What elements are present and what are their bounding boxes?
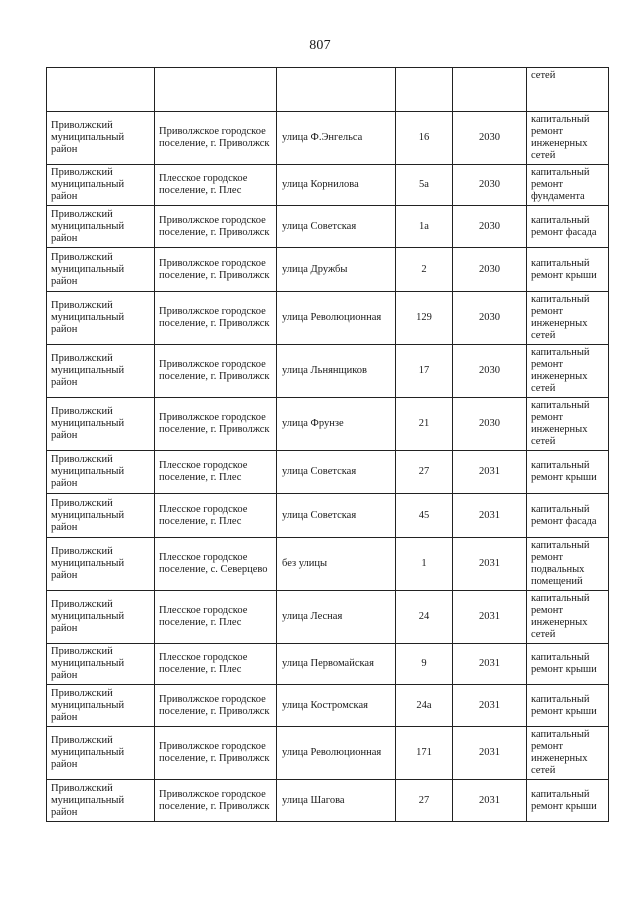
cell-year: 2031 [453, 685, 527, 727]
cell-district: Приволжский муниципальный район [47, 727, 155, 780]
cell-house-number: 24а [396, 685, 453, 727]
cell-settlement: Приволжское городское поселение, г. Приволжск [155, 685, 277, 727]
cell-house-number: 2 [396, 248, 453, 292]
cell-district: Приволжский муниципальный район [47, 685, 155, 727]
cell-settlement: Приволжское городское поселение, г. Приволжск [155, 780, 277, 822]
cell-year: 2030 [453, 165, 527, 206]
cell-street: улица Первомайская [277, 644, 396, 685]
table-row [47, 727, 609, 780]
cell-district: Приволжский муниципальный район [47, 398, 155, 451]
table-row [47, 685, 609, 727]
cell-house-number: 17 [396, 345, 453, 398]
cell-street: улица Революционная [277, 292, 396, 345]
cell-year [453, 68, 527, 112]
cell-house-number [396, 68, 453, 112]
cell-settlement: Приволжское городское поселение, г. Приволжск [155, 112, 277, 165]
cell-district [47, 68, 155, 112]
cell-district: Приволжский муниципальный район [47, 345, 155, 398]
table-row [47, 591, 609, 644]
table-row [47, 494, 609, 538]
cell-district: Приволжский муниципальный район [47, 591, 155, 644]
cell-street: улица Дружбы [277, 248, 396, 292]
table-row [47, 644, 609, 685]
cell-year: 2031 [453, 780, 527, 822]
cell-settlement: Приволжское городское поселение, г. Приволжск [155, 345, 277, 398]
cell-settlement: Приволжское городское поселение, г. Приволжск [155, 248, 277, 292]
cell-house-number: 171 [396, 727, 453, 780]
cell-year: 2030 [453, 398, 527, 451]
cell-street [277, 68, 396, 112]
cell-district: Приволжский муниципальный район [47, 451, 155, 494]
cell-house-number: 1 [396, 538, 453, 591]
cell-year: 2031 [453, 644, 527, 685]
table-row [47, 538, 609, 591]
table-row [47, 451, 609, 494]
cell-year: 2030 [453, 206, 527, 248]
cell-work-type: капитальный ремонт крыши [527, 644, 609, 685]
cell-street: улица Советская [277, 206, 396, 248]
cell-house-number: 1а [396, 206, 453, 248]
cell-district: Приволжский муниципальный район [47, 165, 155, 206]
table-row [47, 165, 609, 206]
cell-district: Приволжский муниципальный район [47, 292, 155, 345]
table-body [47, 68, 609, 822]
cell-district: Приволжский муниципальный район [47, 494, 155, 538]
table-row [47, 248, 609, 292]
cell-work-type: капитальный ремонт крыши [527, 685, 609, 727]
page-number: 807 [309, 38, 331, 53]
cell-street: без улицы [277, 538, 396, 591]
cell-district: Приволжский муниципальный район [47, 206, 155, 248]
cell-year: 2030 [453, 248, 527, 292]
cell-district: Приволжский муниципальный район [47, 644, 155, 685]
cell-street: улица Советская [277, 451, 396, 494]
cell-settlement: Плесское городское поселение, г. Плес [155, 165, 277, 206]
cell-settlement: Плесское городское поселение, г. Плес [155, 451, 277, 494]
table-row [47, 206, 609, 248]
cell-settlement [155, 68, 277, 112]
table-row [47, 292, 609, 345]
cell-district: Приволжский муниципальный район [47, 780, 155, 822]
cell-settlement: Плесское городское поселение, с. Северцево [155, 538, 277, 591]
cell-house-number: 129 [396, 292, 453, 345]
cell-street: улица Льнянщиков [277, 345, 396, 398]
cell-work-type: капитальный ремонт инженерных сетей [527, 727, 609, 780]
cell-street: улица Ф.Энгельса [277, 112, 396, 165]
cell-work-type: капитальный ремонт фундамента [527, 165, 609, 206]
table-row [47, 345, 609, 398]
cell-district: Приволжский муниципальный район [47, 248, 155, 292]
cell-settlement: Приволжское городское поселение, г. Приволжск [155, 206, 277, 248]
table-row [47, 398, 609, 451]
cell-work-type: сетей [527, 68, 609, 112]
cell-settlement: Приволжское городское поселение, г. Приволжск [155, 727, 277, 780]
cell-house-number: 5а [396, 165, 453, 206]
cell-work-type: капитальный ремонт фасада [527, 494, 609, 538]
cell-work-type: капитальный ремонт инженерных сетей [527, 112, 609, 165]
cell-settlement: Приволжское городское поселение, г. Приволжск [155, 398, 277, 451]
cell-work-type: капитальный ремонт инженерных сетей [527, 591, 609, 644]
cell-street: улица Корнилова [277, 165, 396, 206]
cell-street: улица Советская [277, 494, 396, 538]
cell-work-type: капитальный ремонт инженерных сетей [527, 398, 609, 451]
repair-registry-table [46, 67, 609, 822]
cell-year: 2031 [453, 451, 527, 494]
cell-work-type: капитальный ремонт инженерных сетей [527, 292, 609, 345]
table-row [47, 112, 609, 165]
cell-work-type: капитальный ремонт крыши [527, 248, 609, 292]
cell-street: улица Лесная [277, 591, 396, 644]
cell-house-number: 27 [396, 451, 453, 494]
cell-house-number: 21 [396, 398, 453, 451]
cell-work-type: капитальный ремонт крыши [527, 780, 609, 822]
cell-year: 2030 [453, 292, 527, 345]
cell-house-number: 27 [396, 780, 453, 822]
table-row-continuation [47, 68, 609, 112]
cell-settlement: Плесское городское поселение, г. Плес [155, 644, 277, 685]
cell-street: улица Костромская [277, 685, 396, 727]
cell-year: 2031 [453, 591, 527, 644]
cell-work-type: капитальный ремонт фасада [527, 206, 609, 248]
cell-year: 2031 [453, 538, 527, 591]
cell-house-number: 16 [396, 112, 453, 165]
cell-year: 2030 [453, 112, 527, 165]
cell-work-type: капитальный ремонт подвальных помещений [527, 538, 609, 591]
cell-street: улица Шагова [277, 780, 396, 822]
cell-house-number: 9 [396, 644, 453, 685]
cell-work-type: капитальный ремонт крыши [527, 451, 609, 494]
cell-year: 2030 [453, 345, 527, 398]
cell-street: улица Революционная [277, 727, 396, 780]
cell-house-number: 45 [396, 494, 453, 538]
cell-district: Приволжский муниципальный район [47, 112, 155, 165]
cell-work-type: капитальный ремонт инженерных сетей [527, 345, 609, 398]
cell-settlement: Приволжское городское поселение, г. Приволжск [155, 292, 277, 345]
cell-street: улица Фрунзе [277, 398, 396, 451]
cell-district: Приволжский муниципальный район [47, 538, 155, 591]
cell-settlement: Плесское городское поселение, г. Плес [155, 591, 277, 644]
cell-year: 2031 [453, 727, 527, 780]
cell-settlement: Плесское городское поселение, г. Плес [155, 494, 277, 538]
table-row [47, 780, 609, 822]
cell-year: 2031 [453, 494, 527, 538]
cell-house-number: 24 [396, 591, 453, 644]
